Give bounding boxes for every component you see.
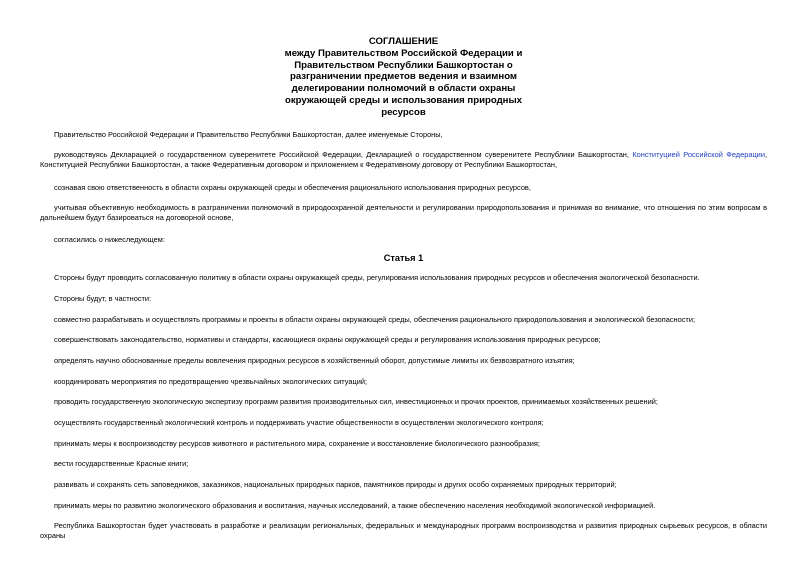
title-line: СОГЛАШЕНИЕ bbox=[368, 36, 439, 47]
title-line: Правительством Республики Башкортостан о bbox=[294, 59, 513, 71]
document-title bbox=[254, 36, 554, 119]
title-line: разграничении предметов ведения и взаимном bbox=[289, 71, 518, 83]
article-paragraph: Республика Башкортостан будет участвовать в разработке и реализации региональных, федеральных и международных программ воспроизводства и развития природных сырьевых ресурсов, в области охраны bbox=[40, 521, 767, 541]
article-paragraph: совместно разрабатывать и осуществлять программы и проекты в области охраны окружающей среды, обеспечения рационального природопользования и экологической безопасности; bbox=[54, 315, 695, 324]
preamble-paragraph: сознавая свою ответственность в области охраны окружающей среды и обеспечения рационального использования природных ресурсов, bbox=[54, 183, 531, 192]
paragraph-text: руководствуясь Декларацией о государственном суверенитете Российской Федерации, Декларацией о государственном суверенитете Республики Башкортостан, bbox=[54, 150, 633, 159]
paragraph-text: , Конституцией Республики Башкортостан, а также Федеративным договором и приложением к Федеративному договору от Республики Башкортостан, bbox=[40, 150, 768, 170]
preamble-paragraph: Правительство Российской Федерации и Правительство Республики Башкортостан, далее именуемые Стороны, bbox=[54, 130, 443, 139]
preamble-paragraph: согласились о нижеследующем: bbox=[54, 235, 165, 244]
preamble-paragraph: учитывая объективную необходимость в разграничении полномочий в природоохранной деятельности и регулировании природопользования и принимая во внимание, что отношения по этим вопросам в дальнейшем будут базироваться на договорной основе, bbox=[40, 203, 767, 223]
preamble-paragraph bbox=[40, 150, 767, 170]
article-paragraph: совершенствовать законодательство, нормативы и стандарты, касающиеся охраны окружающей среды и регулирования использования природных ресурсов; bbox=[54, 335, 601, 344]
article-paragraph: Стороны будут проводить согласованную политику в области охраны окружающей среды, регулирования использования природных ресурсов и обеспечения экологической безопасности. bbox=[54, 273, 700, 282]
article-paragraph: развивать и сохранять сеть заповедников, заказников, национальных природных парков, памятников природы и других особо охраняемых природных территорий; bbox=[54, 480, 617, 489]
title-line: окружающей среды и использования природных bbox=[285, 94, 522, 106]
article-paragraph: Стороны будут, в частности: bbox=[54, 294, 152, 303]
article-paragraph: принимать меры по развитию экологического образования и воспитания, научных исследований, а также обеспечению населения необходимой экологической информацией. bbox=[54, 501, 656, 510]
article-paragraph: осуществлять государственный экологический контроль и поддерживать участие общественности в осуществлении экологического контроля; bbox=[54, 418, 544, 427]
title-line: между Правительством Российской Федерации и bbox=[284, 47, 523, 59]
article-paragraph: определять научно обоснованные пределы вовлечения природных ресурсов в хозяйственный оборот, допустимые лимиты их безвозвратного изъятия; bbox=[54, 356, 575, 365]
article-paragraph: вести государственные Красные книги; bbox=[54, 459, 189, 468]
title-line: ресурсов bbox=[381, 106, 426, 118]
article-paragraph: принимать меры к воспроизводству ресурсов животного и растительного мира, сохранение и восстановление биологического разнообразия; bbox=[54, 439, 540, 448]
article-paragraph: проводить государственную экологическую экспертизу программ развития производительных сил, инвестиционных и прочих проектов, принимаемых хозяйственных решений; bbox=[54, 397, 658, 406]
article-paragraph: координировать мероприятия по предотвращению чрезвычайных экологических ситуаций; bbox=[54, 377, 368, 386]
article-heading: Статья 1 bbox=[383, 253, 424, 263]
title-line: делегировании полномочий в области охраны bbox=[291, 83, 516, 95]
constitution-rf-link[interactable]: Конституцией Российской Федерации bbox=[632, 150, 765, 159]
